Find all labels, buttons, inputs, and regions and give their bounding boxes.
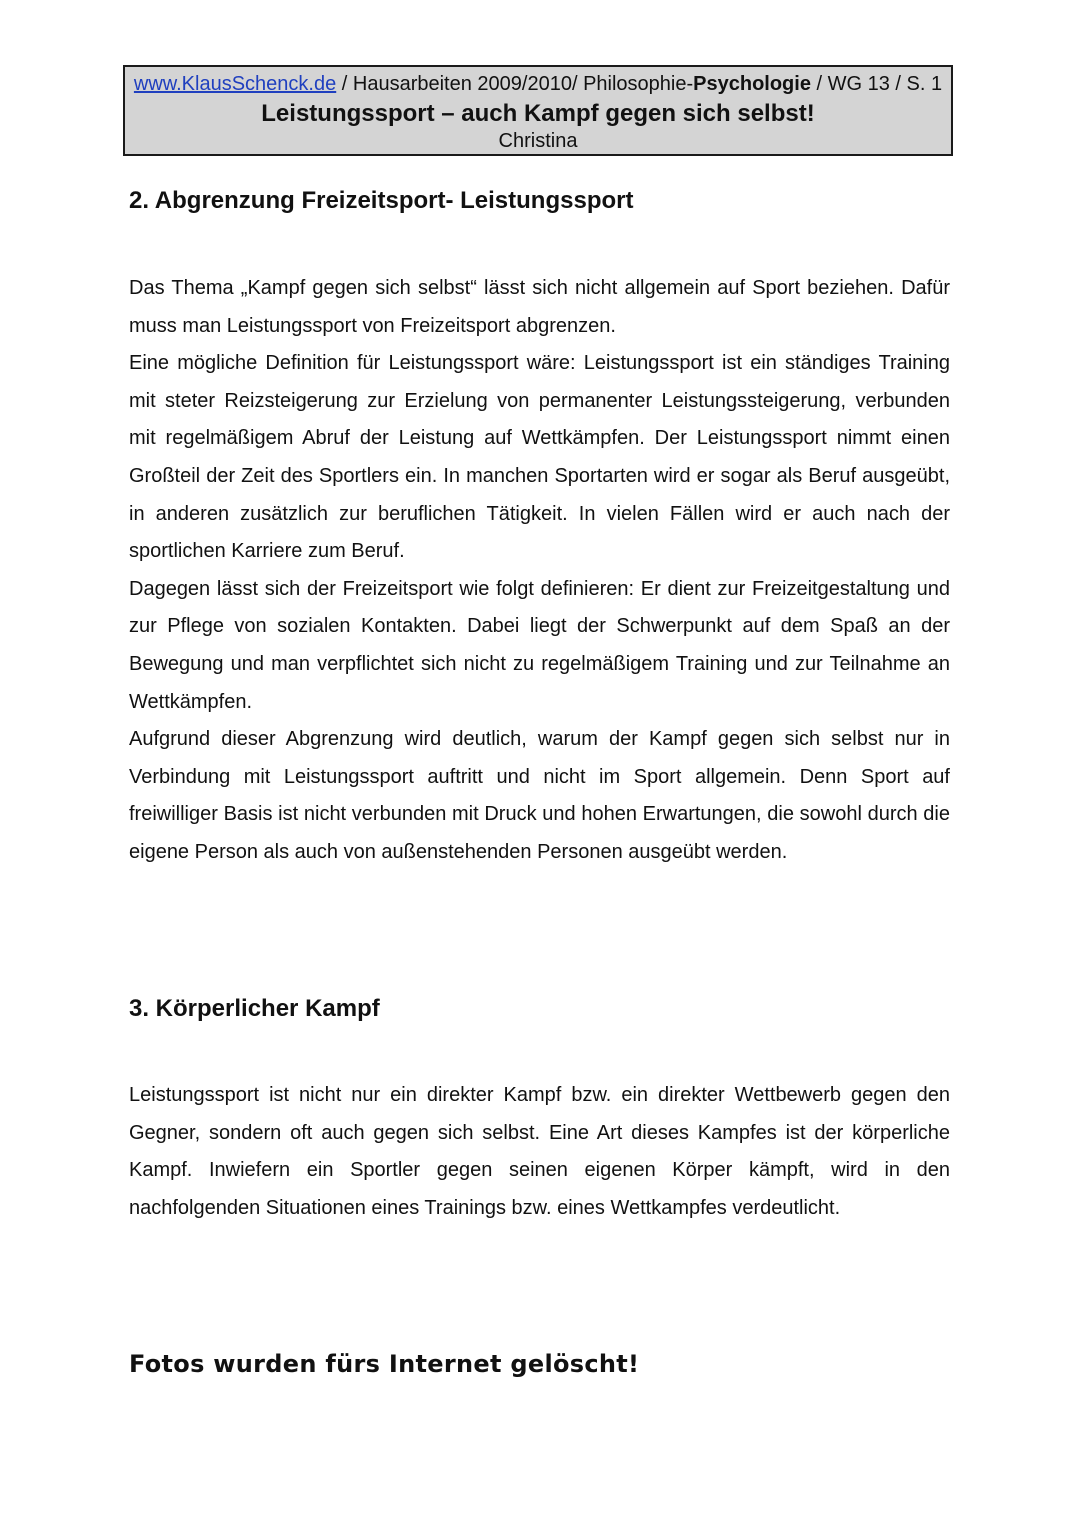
paragraph: Aufgrund dieser Abgrenzung wird deutlich, warum der Kampf gegen sich selbst nur in Verbindung mit Leistungssport auftritt und nicht im Sport allgemein. Denn Sport auf freiwilliger Basis ist nicht verbunden mit Druck und hohen Erwartungen, die sowohl durch die eigene Person als auch von außenstehenden Personen ausgeübt werden. xyxy=(129,728,950,863)
header-path-prefix: / Hausarbeiten 2009/2010/ Philosophie- xyxy=(336,73,694,95)
document-author: Christina xyxy=(498,130,578,152)
section-2-body xyxy=(129,270,950,872)
section-2-heading: 2. Abgrenzung Freizeitsport- Leistungssport xyxy=(129,187,634,214)
paragraph: Eine mögliche Definition für Leistungssport wäre: Leistungssport ist ein ständiges Training mit steter Reizsteigerung zur Erzielung von permanenter Leistungssteigerung, verbunden mit regelmäßigem Abruf der Leistung auf Wettkämpfen. Der Leistungssport nimmt einen Großteil der Zeit des Sportlers ein. In manchen Sportarten wird er sogar als Beruf ausgeübt, in anderen zusätzlich zur beruflichen Tätigkeit. In vielen Fällen wird er auch nach der sportlichen Karriere zum Beruf. xyxy=(129,352,950,563)
section-3-heading: 3. Körperlicher Kampf xyxy=(129,995,380,1022)
header-path-suffix: / WG 13 / S. 1 xyxy=(810,73,943,95)
header-source-line xyxy=(125,71,951,97)
photos-removed-note: Fotos wurden fürs Internet gelöscht! xyxy=(129,1350,640,1378)
header-path-bold: Psychologie xyxy=(693,73,811,95)
paragraph: Leistungssport ist nicht nur ein direkter Kampf bzw. ein direkter Wettbewerb gegen den Gegner, sondern oft auch gegen sich selbst. Eine Art dieses Kampfes ist der körperliche Kampf. Inwiefern ein Sportler gegen seinen eigenen Körper kämpft, wird in den nachfolgenden Situationen eines Trainings bzw. eines Wettkampfes verdeutlicht. xyxy=(129,1084,950,1219)
document-header xyxy=(123,65,953,156)
paragraph: Dagegen lässt sich der Freizeitsport wie folgt definieren: Er dient zur Freizeitgestaltung und zur Pflege von sozialen Kontakten. Dabei liegt der Schwerpunkt auf dem Spaß an der Bewegung und man verpflichtet sich nicht zu regelmäßigem Training und zur Teilnahme an Wettkämpfen. xyxy=(129,577,950,713)
site-link[interactable]: www.KlausSchenck.de xyxy=(133,73,337,95)
document-title: Leistungssport – auch Kampf gegen sich selbst! xyxy=(261,100,815,127)
paragraph: Das Thema „Kampf gegen sich selbst“ lässt sich nicht allgemein auf Sport beziehen. Dafür muss man Leistungssport von Freizeitsport abgrenzen. xyxy=(129,277,950,337)
section-3-body xyxy=(129,1077,950,1227)
